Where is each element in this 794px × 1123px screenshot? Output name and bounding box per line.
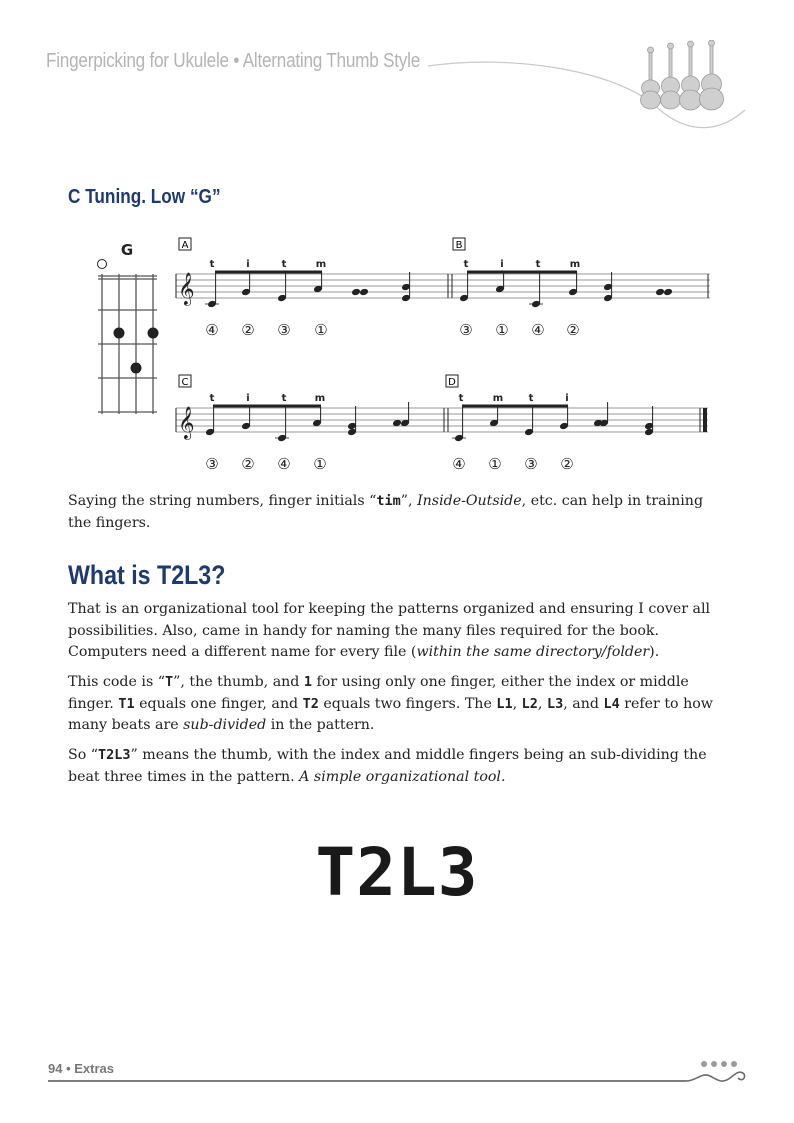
svg-text:④: ④	[452, 455, 466, 473]
measure-label: B	[455, 240, 463, 251]
paragraph-organizational: That is an organizational tool for keeping the patterns organized and ensuring I cover all possibilities. Also, came in handy for naming the many files required for the book. Computers need a different name for every file (within the same directory/folder).	[68, 601, 711, 660]
svg-text:i: i	[565, 393, 569, 404]
music-notation	[172, 234, 732, 476]
svg-text:i: i	[246, 393, 250, 404]
svg-text:①: ①	[488, 455, 502, 473]
measure-label: A	[181, 240, 189, 251]
paragraph-code: This code is “T”, the thumb, and 1 for using only one finger, either the index or middle finger. T1 equals one finger, and T2 equals two fingers. The L1, L2, L3, and L4 refer to how many beats are sub-divided in the pattern.	[68, 674, 713, 733]
svg-text:④: ④	[531, 321, 545, 339]
svg-text:m: m	[569, 259, 581, 270]
svg-text:①: ①	[314, 321, 328, 339]
svg-text:④: ④	[205, 321, 219, 339]
final-barline	[703, 408, 707, 432]
staff-system-1	[176, 238, 710, 339]
svg-text:t: t	[458, 393, 464, 404]
svg-text:②: ②	[560, 455, 574, 473]
svg-text:②: ②	[566, 321, 580, 339]
svg-text:t: t	[528, 393, 534, 404]
svg-text:②: ②	[241, 321, 255, 339]
paragraph-tim: Saying the string numbers, finger initials “tim”, Inside-Outside, etc. can help in training the fingers.	[68, 493, 704, 531]
treble-clef-icon: 𝄞	[178, 406, 195, 439]
svg-text:t: t	[281, 393, 287, 404]
svg-text:t: t	[209, 393, 215, 404]
svg-text:m: m	[314, 393, 326, 404]
svg-text:①: ①	[495, 321, 509, 339]
svg-text:③: ③	[459, 321, 473, 339]
running-header: Fingerpicking for Ukulele • Alternating Thumb Style	[46, 50, 421, 72]
svg-text:t: t	[209, 259, 215, 270]
treble-clef-icon: 𝄞	[178, 272, 195, 305]
svg-text:②: ②	[241, 455, 255, 473]
staff-system-2	[176, 375, 708, 473]
chord-name: G	[120, 241, 134, 259]
chord-diagram	[92, 236, 164, 420]
svg-text:i: i	[500, 259, 504, 270]
svg-text:m: m	[492, 393, 504, 404]
svg-text:t: t	[463, 259, 469, 270]
svg-text:i: i	[246, 259, 250, 270]
big-code-label: T2L3	[315, 834, 479, 911]
svg-text:③: ③	[277, 321, 291, 339]
section-title: C Tuning. Low “G”	[68, 186, 221, 208]
measure-label: C	[181, 377, 189, 388]
svg-text:t: t	[535, 259, 541, 270]
svg-text:m: m	[315, 259, 327, 270]
svg-text:③: ③	[205, 455, 219, 473]
footer-page-label: 94 • Extras	[48, 1061, 114, 1076]
heading-what-is-t2l3: What is T2L3?	[68, 560, 226, 590]
measure-label: D	[448, 377, 456, 388]
svg-text:①: ①	[313, 455, 327, 473]
svg-text:t: t	[281, 259, 287, 270]
paragraph-t2l3-meaning: So “T2L3” means the thumb, with the index and middle fingers being an sub-dividing the beat three times in the pattern. A simple organizational tool.	[68, 747, 707, 785]
dots-swirl-icon	[46, 1054, 750, 1088]
finger-dot	[114, 328, 125, 339]
ukuleles-icon	[638, 40, 730, 112]
finger-dot	[148, 328, 159, 339]
svg-text:④: ④	[277, 455, 291, 473]
finger-dot	[131, 363, 142, 374]
open-string-icon	[98, 260, 107, 269]
svg-text:③: ③	[524, 455, 538, 473]
